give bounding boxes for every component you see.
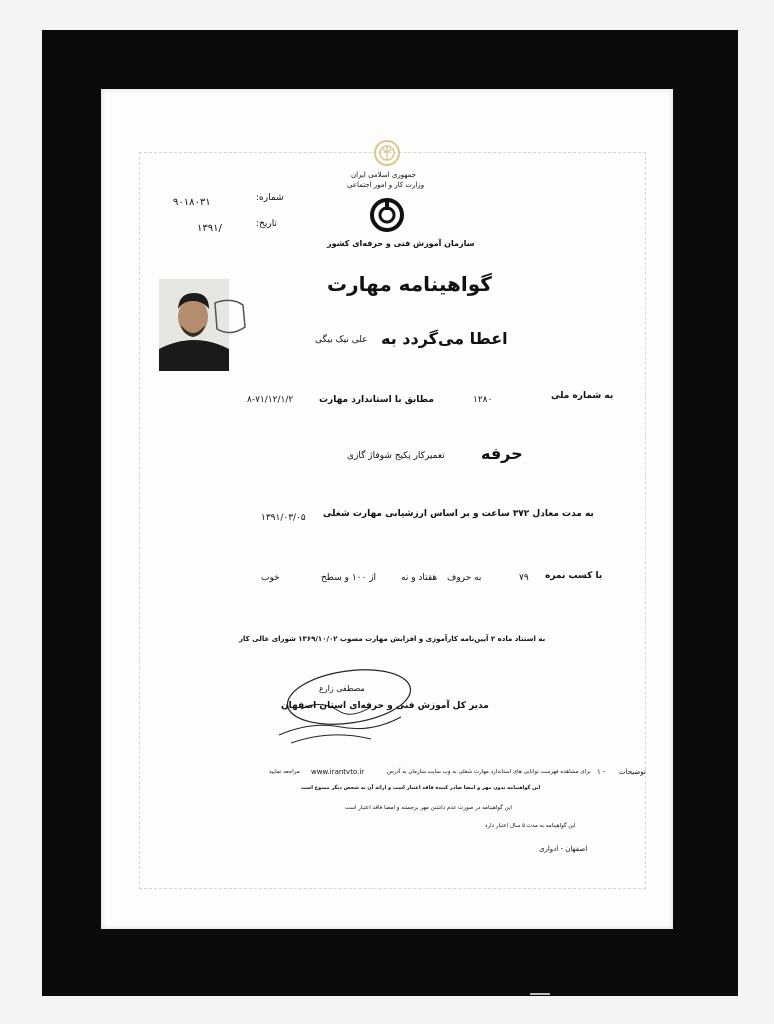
notes-line2: این گواهینامه در صورت عدم داشتن مهر برجسته و امضا فاقد اعتبار است <box>345 805 512 811</box>
holder-name: علی نیک بیگی <box>315 335 368 345</box>
score-in-words-label: به حروف <box>447 573 482 583</box>
certificate-title: گواهینامه مهارت <box>327 272 492 296</box>
duration-text: به مدت معادل ۳۷۲ ساعت و بر اساس ارزشیابی مهارت شغلی <box>323 509 594 519</box>
national-id-label: به شماره ملی <box>551 391 614 401</box>
org-name: سازمان آموزش فنی و حرفه‌ای کشور <box>327 239 475 248</box>
notes-line4: این گواهینامه به مدت ۵ سال اعتبار دارد <box>485 823 576 829</box>
regulation-text: به استناد ماده ۲ آیین‌نامه کارآموزی و افزایش مهارت مصوب ۱۳۶۹/۱۰/۰۲ شورای عالی کار <box>239 635 546 643</box>
certificate-border <box>139 152 646 889</box>
date-label: تاریخ: <box>256 219 277 229</box>
trade-value: تعمیرکار پکیج شوفاژ گازی <box>347 451 445 461</box>
score-in-words: هفتاد و نه <box>401 573 438 583</box>
notes-line1: برای مشاهده فهرست توانایی های استاندارد مهارت شغلی به وب سایت سازمان به آدرس <box>387 769 591 775</box>
signatory-name: مصطفی زارع <box>319 684 365 693</box>
national-id-value: ۱۲۸۰ <box>473 395 493 405</box>
number-label: شماره: <box>256 193 284 203</box>
notes-line3: این گواهینامه بدون مهر و امضا صادر کننده فاقد اعتبار است و ارائه آن به شخص دیگر ممنوع است <box>301 785 541 791</box>
notes-line1-prefix: ۱ - <box>597 768 606 776</box>
date-value: ۱۳۹۱/ <box>197 223 222 234</box>
score-value: ۷۹ <box>519 573 529 583</box>
certificate-paper <box>101 89 673 929</box>
divider <box>530 993 550 995</box>
emblem-icon <box>373 139 401 167</box>
notes-label: توضیحات <box>619 768 646 776</box>
number-value: ۹۰۱۸۰۳۱ <box>173 197 211 208</box>
notes-line1-suffix: مراجعه نمایید <box>269 769 300 775</box>
award-label: اعطا می‌گردد به <box>381 329 508 348</box>
gov-line-2: وزارت کار و امور اجتماعی <box>347 181 425 189</box>
standard-label: مطابق با استاندارد مهارت <box>319 395 434 405</box>
score-level: خوب <box>261 573 280 583</box>
photo-stamp-icon <box>211 297 247 337</box>
score-out-of: از ۱۰۰ و سطح <box>321 573 377 583</box>
assessment-date: ۱۳۹۱/۰۳/۰۵ <box>261 513 306 523</box>
issue-location: اصفهان - ادواری <box>539 845 588 853</box>
gov-line-1: جمهوری اسلامی ایران <box>351 171 416 179</box>
standard-code: ۸-۷۱/۱۲/۱/۲ <box>247 395 294 405</box>
org-logo-icon <box>369 197 405 233</box>
notes-url: www.irantvto.ir <box>311 768 365 776</box>
signature-stamp <box>271 669 421 759</box>
signatory-title: مدیر کل آموزش فنی و حرفه‌ای استان اصفهان <box>281 701 489 711</box>
trade-label: حرفه <box>481 444 523 463</box>
score-label: با کسب نمره <box>545 571 603 581</box>
